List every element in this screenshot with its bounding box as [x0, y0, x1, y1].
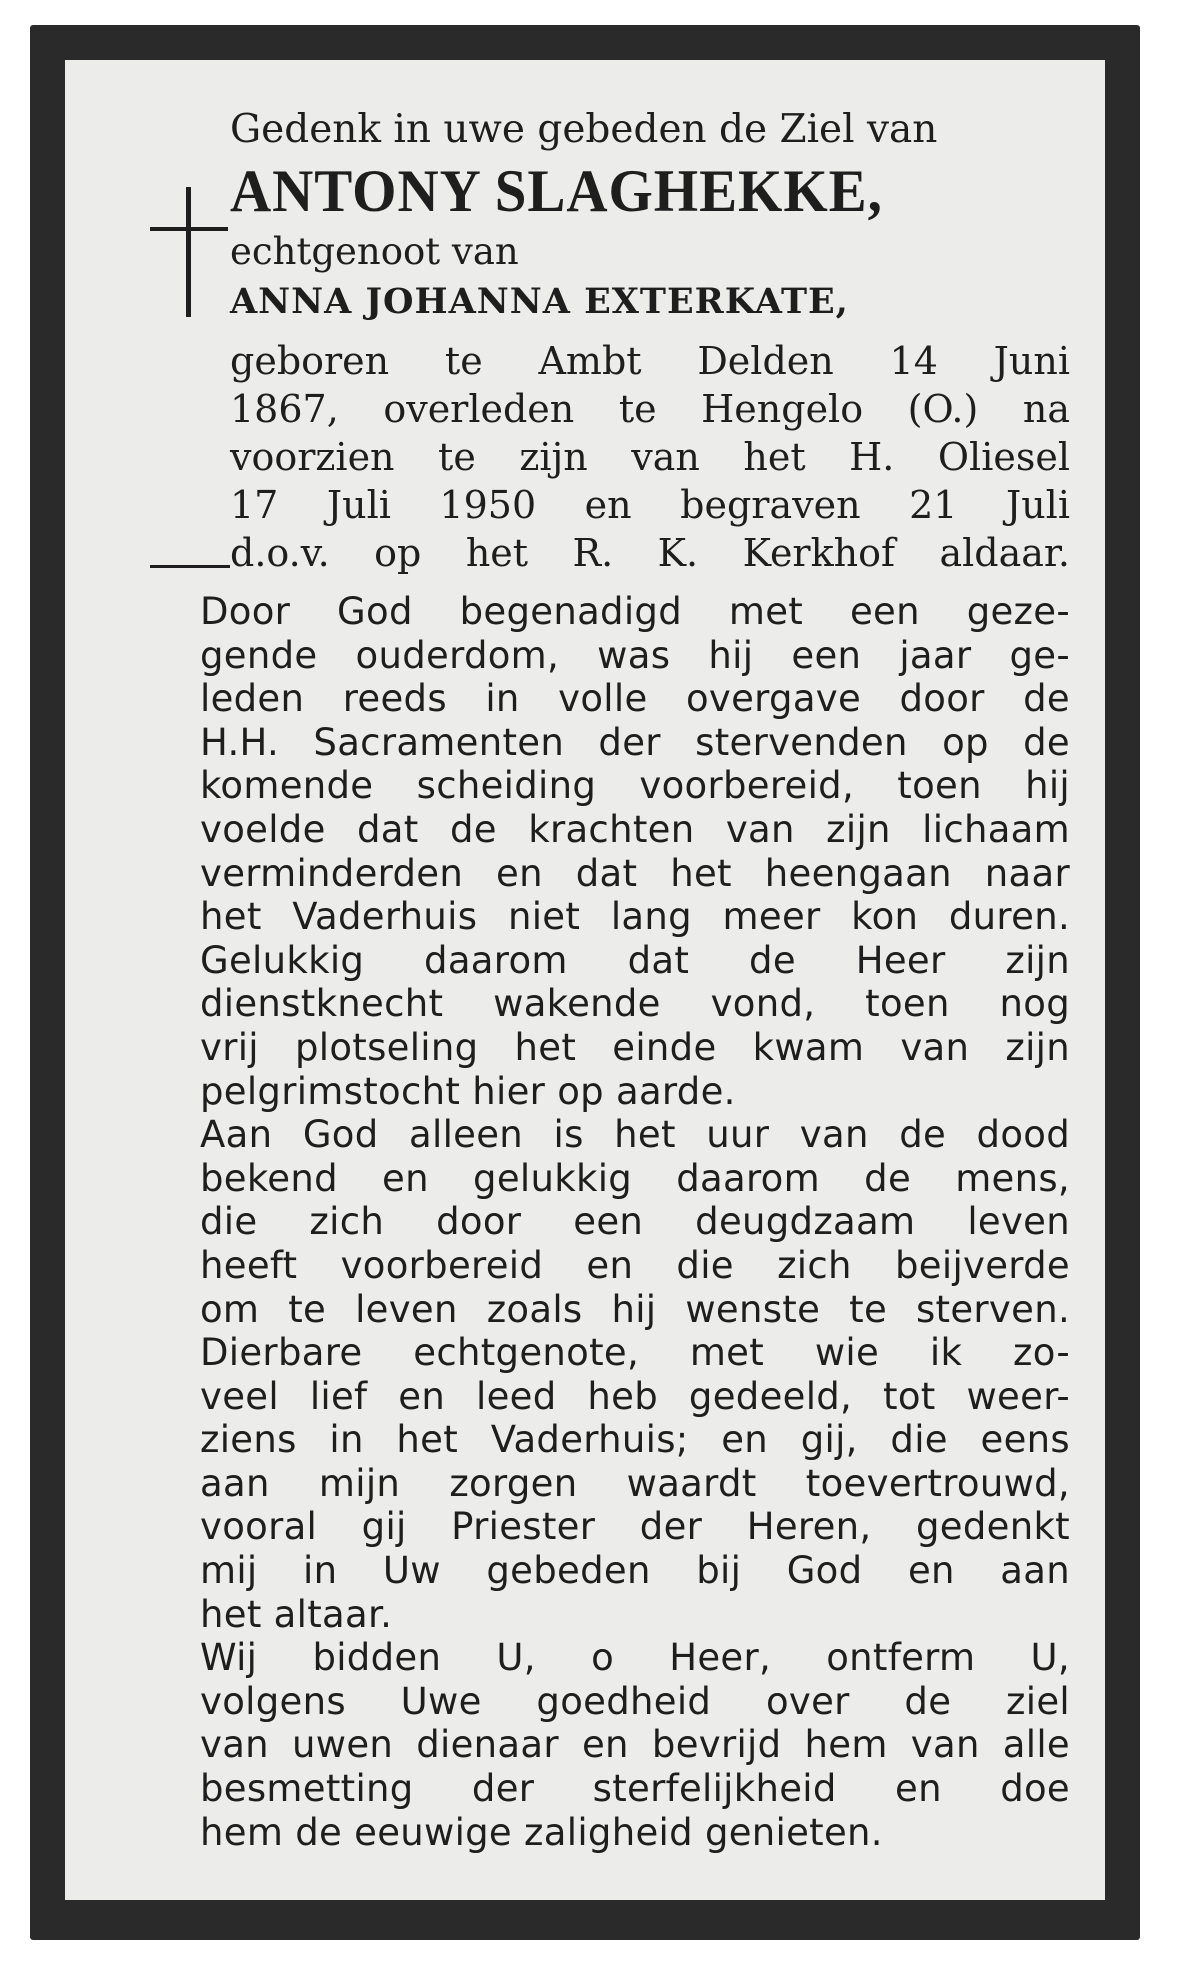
- text-line: om te leven zoals hij wenste te sterven.: [200, 1287, 1070, 1331]
- text-line: vooral gij Priester der Heren, gedenkt: [200, 1505, 1070, 1549]
- text-line: besmetting der sterfelijkheid en doe: [200, 1767, 1070, 1811]
- detail-line: geboren te Ambt Delden 14 Juni: [230, 339, 1070, 383]
- text-line: heeft voorbereid en die zich beijverde: [200, 1243, 1070, 1287]
- card-header: [230, 105, 1070, 577]
- paragraph: [160, 1113, 1070, 1331]
- text-line: het Vaderhuis niet lang meer kon duren.: [200, 895, 1070, 939]
- cross-icon: [150, 187, 230, 317]
- text-line: komende scheiding voorbereid, toen hij: [200, 764, 1070, 808]
- text-line: H.H. Sacramenten der stervenden op de: [200, 720, 1070, 764]
- text-line: Gelukkig daarom dat de Heer zijn: [200, 938, 1070, 982]
- detail-line: 17 Juli 1950 en begraven 21 Juli: [230, 483, 1070, 527]
- text-line: verminderden en dat het heengaan naar: [200, 851, 1070, 895]
- life-details: [230, 337, 1070, 577]
- text-line: Aan God alleen is het uur van de dood: [200, 1113, 1070, 1157]
- text-line: Door God begenadigd met een geze-: [200, 590, 1070, 633]
- text-line: gende ouderdom, was hij een jaar ge-: [200, 633, 1070, 677]
- detail-line: voorzien te zijn van het H. Oliesel: [230, 435, 1070, 479]
- text-line: Wij bidden U, o Heer, ontferm U,: [200, 1636, 1070, 1680]
- detail-line: d.o.v. op het R. K. Kerkhof aldaar.: [230, 531, 1070, 575]
- spouse-label: echtgenoot van: [230, 230, 519, 273]
- text-line: vrij plotseling het einde kwam van zijn: [200, 1025, 1070, 1069]
- paragraph: [160, 590, 1070, 939]
- paragraph: [160, 1636, 1070, 1854]
- text-line: hem de eeuwige zaligheid genieten.: [200, 1810, 883, 1854]
- separator-rule: [150, 565, 230, 568]
- text-line: het altaar.: [200, 1592, 393, 1636]
- paragraph: [160, 1331, 1070, 1636]
- memorial-card: [65, 60, 1105, 1900]
- text-line: bekend en gelukkig daarom de mens,: [200, 1156, 1070, 1200]
- deceased-name: ANTONY SLAGHEKKE,: [230, 158, 883, 224]
- text-line: ziens in het Vaderhuis; en gij, die eens: [200, 1418, 1070, 1462]
- text-line: van uwen dienaar en bevrijd hem van alle: [200, 1723, 1070, 1767]
- text-line: aan mijn zorgen waardt toevertrouwd,: [200, 1461, 1070, 1505]
- text-line: veel lief en leed heb gedeeld, tot weer-: [200, 1374, 1070, 1418]
- text-line: pelgrimstocht hier op aarde.: [200, 1069, 736, 1113]
- spouse-name: ANNA JOHANNA EXTERKATE,: [230, 281, 849, 322]
- memorial-text: [160, 590, 1070, 1854]
- detail-line: 1867, overleden te Hengelo (O.) na: [230, 387, 1070, 431]
- text-line: die zich door een deugdzaam leven: [200, 1200, 1070, 1244]
- text-line: leden reeds in volle overgave door de: [200, 677, 1070, 721]
- text-line: dienstknecht wakende vond, toen nog: [200, 982, 1070, 1026]
- text-line: voelde dat de krachten van zijn lichaam: [200, 807, 1070, 851]
- intro-line: Gedenk in uwe gebeden de Ziel van: [230, 107, 938, 152]
- text-line: volgens Uwe goedheid over de ziel: [200, 1679, 1070, 1723]
- text-line: mij in Uw gebeden bij God en aan: [200, 1549, 1070, 1593]
- text-line: Dierbare echtgenote, met wie ik zo-: [200, 1331, 1070, 1375]
- paragraph: [160, 939, 1070, 1113]
